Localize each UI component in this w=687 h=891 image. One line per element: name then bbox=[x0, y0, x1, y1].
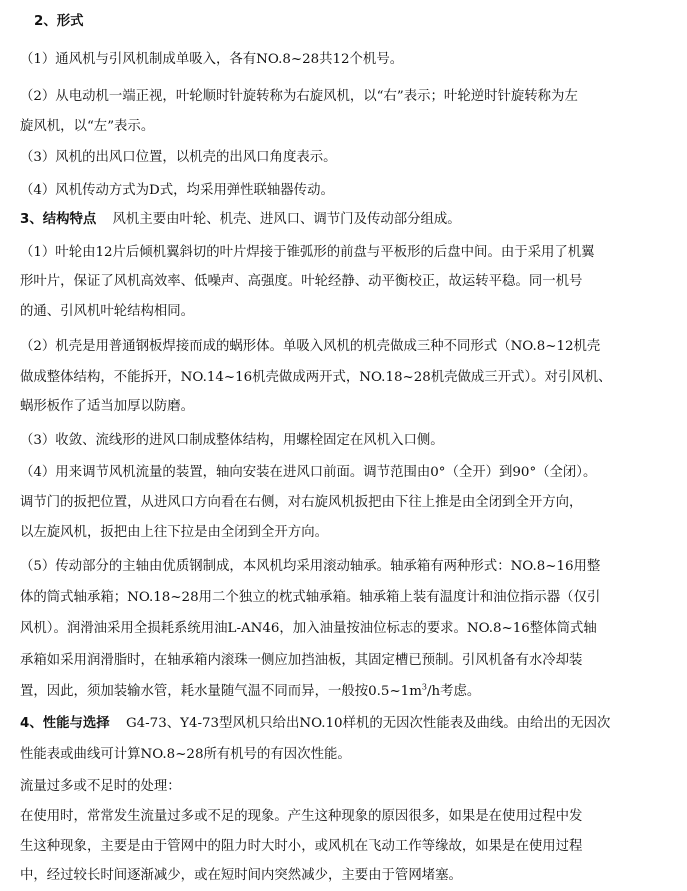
section-3-line-10: 以左旋风机，扳把由上往下拉是由全闭到全开方向。 bbox=[20, 525, 328, 540]
section-4-line-4: 生这种现象，主要是由于管网中的阻力时大时小，或风机在飞动工作等缘故，如果是在使用过程 bbox=[20, 839, 583, 854]
section-3-line-2: 形叶片，保证了风机高效率、低噪声、高强度。叶轮经静、动平衡校正，故运转平稳。同一机号 bbox=[20, 274, 583, 289]
section-4-heading: 4、性能与选择 bbox=[20, 716, 110, 731]
section-3-heading-line bbox=[20, 210, 461, 230]
section-3-line-11: （5）传动部分的主轴由优质钢制成，本风机均采用滚动轴承。轴承箱有两种形式：NO.8~16用整 bbox=[20, 559, 601, 574]
section-3-line-5: 做成整体结构，不能拆开，NO.14~16机壳做成两开式，NO.18~28机壳做成三开式）。对引风机、 bbox=[20, 370, 612, 385]
section-3-line-13: 风机）。润滑油采用全损耗系统用油L-AN46，加入油量按油位标志的要求。NO.8~16整体筒式轴 bbox=[20, 621, 597, 636]
section-2-item-2: （2）从电动机一端正视，叶轮顺时针旋转称为右旋风机，以“右”表示；叶轮逆时针旋转称为左 bbox=[20, 89, 578, 104]
section-3-line-14: 承箱如采用润滑脂时，在轴承箱内滚珠一侧应加挡油板，其固定槽已预制。引风机备有水冷却装 bbox=[20, 653, 583, 668]
section-3-line-9: 调节门的扳把位置，从进风口方向看在右侧，对右旋风机扳把由下往上推是由全闭到全开方向， bbox=[20, 495, 583, 510]
section-3-intro: 风机主要由叶轮、机壳、进风口、调节门及传动部分组成。 bbox=[112, 212, 461, 227]
section-3-line-3: 的通、引风机叶轮结构相同。 bbox=[20, 304, 195, 319]
water-consumption-unit: /h考虑。 bbox=[426, 684, 481, 699]
section-2-heading: 2、形式 bbox=[34, 14, 84, 29]
section-4-line-2: 流量过多或不足时的处理： bbox=[20, 779, 181, 794]
section-3-line-15 bbox=[20, 682, 480, 702]
water-consumption-text: 置，因此，须加装输水管，耗水量随气温不同而异，一般按0.5~1m bbox=[20, 684, 422, 699]
superscript-3: 3 bbox=[421, 682, 427, 692]
section-3-line-7: （3）收敛、流线形的进风口制成整体结构，用螺栓固定在风机入口侧。 bbox=[20, 433, 444, 448]
section-3-line-4: （2）机壳是用普通钢板焊接而成的蜗形体。单吸入风机的机壳做成三种不同形式（NO.8~12机壳 bbox=[20, 339, 601, 354]
section-3-line-6: 蜗形板作了适当加厚以防磨。 bbox=[20, 399, 195, 414]
section-2-item-2-cont: 旋风机，以“左”表示。 bbox=[20, 119, 155, 134]
section-4-line-3: 在使用时，常常发生流量过多或不足的现象。产生这种现象的原因很多，如果是在使用过程中发 bbox=[20, 809, 583, 824]
section-4-line-5: 中，经过较长时间逐渐减少，或在短时间内突然减少，主要由于管网堵塞。 bbox=[20, 868, 462, 883]
section-4-heading-line bbox=[20, 714, 610, 734]
section-3-line-1: （1）叶轮由12片后倾机翼斜切的叶片焊接于锥弧形的前盘与平板形的后盘中间。由于采用了机翼 bbox=[20, 245, 595, 260]
section-4-line-1: 性能表或曲线可计算NO.8~28所有机号的有因次性能。 bbox=[20, 747, 351, 762]
section-3-line-12: 体的筒式轴承箱；NO.18~28用二个独立的枕式轴承箱。轴承箱上装有温度计和油位指示器（仅引 bbox=[20, 590, 601, 605]
section-2-item-4: （4）风机传动方式为D式，均采用弹性联轴器传动。 bbox=[20, 183, 334, 198]
section-3-line-8: （4）用来调节风机流量的装置，轴向安装在进风口前面。调节范围由0°（全开）到90°（全闭）。 bbox=[20, 465, 597, 480]
section-2-item-1: （1）通风机与引风机制成单吸入，各有NO.8~28共12个机号。 bbox=[20, 52, 404, 67]
section-2-item-3: （3）风机的出风口位置，以机壳的出风口角度表示。 bbox=[20, 150, 337, 165]
section-3-heading: 3、结构特点 bbox=[20, 212, 97, 227]
section-4-intro: G4-73、Y4-73型风机只给出NO.10样机的无因次性能表及曲线。由给出的无因次 bbox=[125, 716, 611, 731]
